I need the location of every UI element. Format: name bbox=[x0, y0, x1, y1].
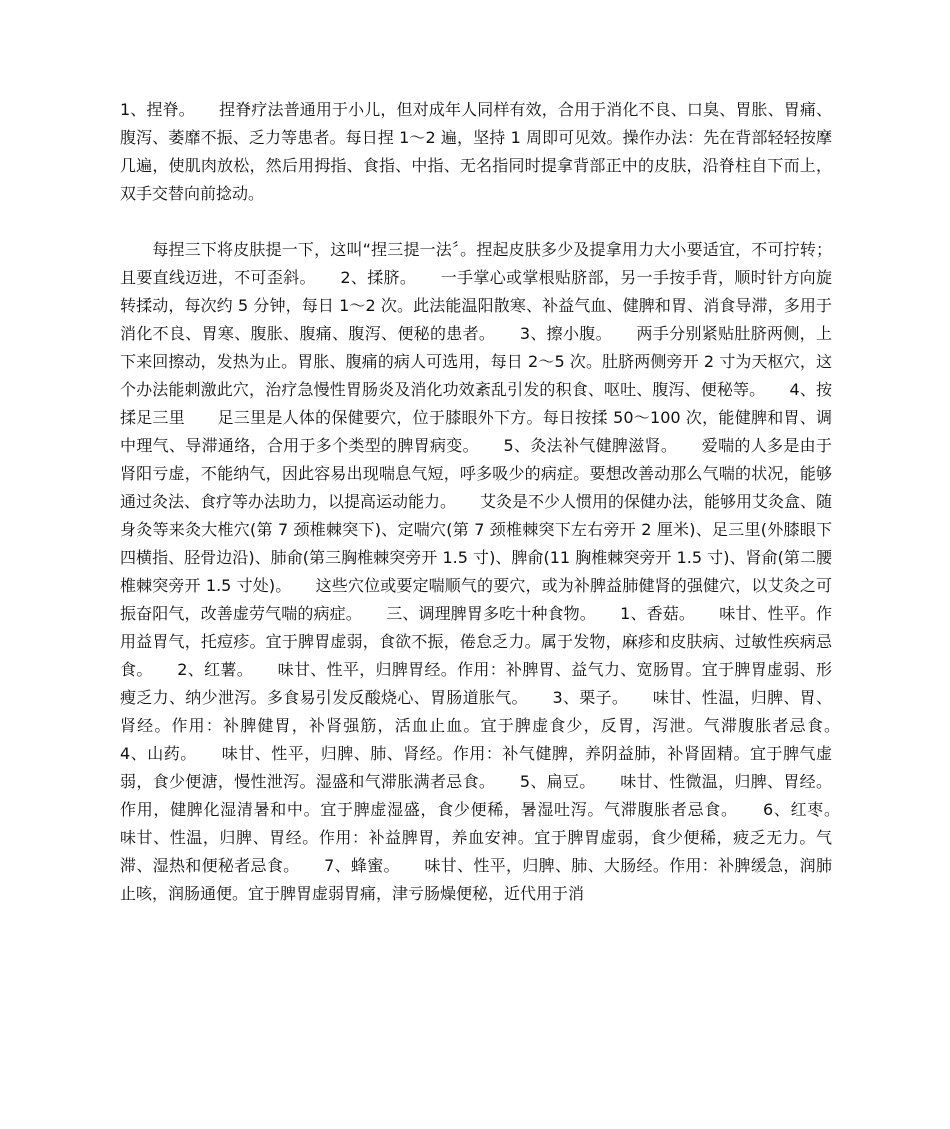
document-body bbox=[120, 96, 865, 908]
paragraph-pinching-spine: 1、捏脊。 捏脊疗法普通用于小儿，但对成年人同样有效，合用于消化不良、口臭、胃胀、胃痛、腹泻、萎靡不振、乏力等患者。每日捏 1～2 遍，坚持 1 周即可见效。操作办法：先在背部轻轻按摩几遍，使肌肉放松，然后用拇指、食指、中指、无名指同时提拿背部正中的皮肤，沿脊柱自下而上，双手交替向前捻动。 bbox=[120, 100, 832, 203]
paragraph-main-text: 每捏三下将皮肤提一下，这叫“捏三提一法〞。捏起皮肤多少及提拿用力大小要适宜，不可拧转；且要直线迈进，不可歪斜。 2、揉脐。 一手掌心或掌根贴脐部，另一手按手背，顺时针方向旋转揉动，每次约 5 分钟，每日 1～2 次。此法能温阳散寒、补益气血、健脾和胃、消食导滞，多用于消化不良、胃寒、腹胀、腹痛、腹泻、便秘的患者。 3、擦小腹。 两手分别紧贴肚脐两侧，上下来回擦动，发热为止。胃胀、腹痛的病人可选用，每日 2～5 次。肚脐两侧旁开 2 寸为天枢穴，这个办法能刺激此穴，治疗急慢性胃肠炎及消化功效紊乱引发的积食、呕吐、腹泻、便秘等。 4、按揉足三里 足三里是人体的保健要穴，位于膝眼外下方。每日按揉 50～100 次，能健脾和胃、调中理气、导滞通络，合用于多个类型的脾胃病变。 5、灸法补气健脾滋肾。 爱喘的人多是由于肾阳亏虚，不能纳气，因此容易出现喘息气短，呼多吸少的病症。要想改善动那么气喘的状况，能够通过灸法、食疗等办法助力，以提高运动能力。 艾灸是不少人惯用的保健办法，能够用艾灸盒、随身灸等来灸大椎穴(第 7 颈椎棘突下)、定喘穴(第 7 颈椎棘突下左右旁开 2 厘米)、足三里(外膝眼下四横指、胫骨边沿)、肺俞(第三胸椎棘突旁开 1.5 寸)、脾俞(11 胸椎棘突旁开 1.5 寸)、肾俞(第二腰椎棘突旁开 1.5 寸处)。 这些穴位或要定喘顺气的要穴，或为补脾益肺健肾的强健穴，以艾灸之可振奋阳气，改善虚劳气喘的病症。 三、调理脾胃多吃十种食物。 1、香菇。 味甘、性平。作用益胃气，托痘疹。宜于脾胃虚弱，食欲不振，倦怠乏力。属于发物，麻疹和皮肤病、过敏性疾病忌食。 2、红薯。 味甘、性平，归脾胃经。作用：补脾胃、益气力、宽肠胃。宜于脾胃虚弱、形瘦乏力、纳少泄泻。多食易引发反酸烧心、胃肠道胀气。 3、栗子。 味甘、性温，归脾、胃、肾经。作用：补脾健胃，补肾强筋，活血止血。宜于脾虚食少，反胃，泻泄。气滞腹胀者忌食。 4、山药。 味甘、性平，归脾、肺、肾经。作用：补气健脾，养阴益肺，补肾固精。宜于脾气虚弱，食少便溏，慢性泄泻。湿盛和气滞胀满者忌食。 5、扁豆。 味甘、性微温，归脾、胃经。作用，健脾化湿清暑和中。宜于脾虚湿盛，食少便稀，暑湿吐泻。气滞腹胀者忌食。 6、红枣。 味甘、性温，归脾、胃经。作用：补益脾胃，养血安神。宜于脾胃虚弱，食少便稀，疲乏无力。气滞、湿热和便秘者忌食。 7、蜂蜜。 味甘、性平，归脾、肺、大肠经。作用：补脾缓急，润肺止咳，润肠通便。宜于脾胃虚弱胃痛，津亏肠燥便秘，近代用于消 bbox=[120, 240, 865, 903]
